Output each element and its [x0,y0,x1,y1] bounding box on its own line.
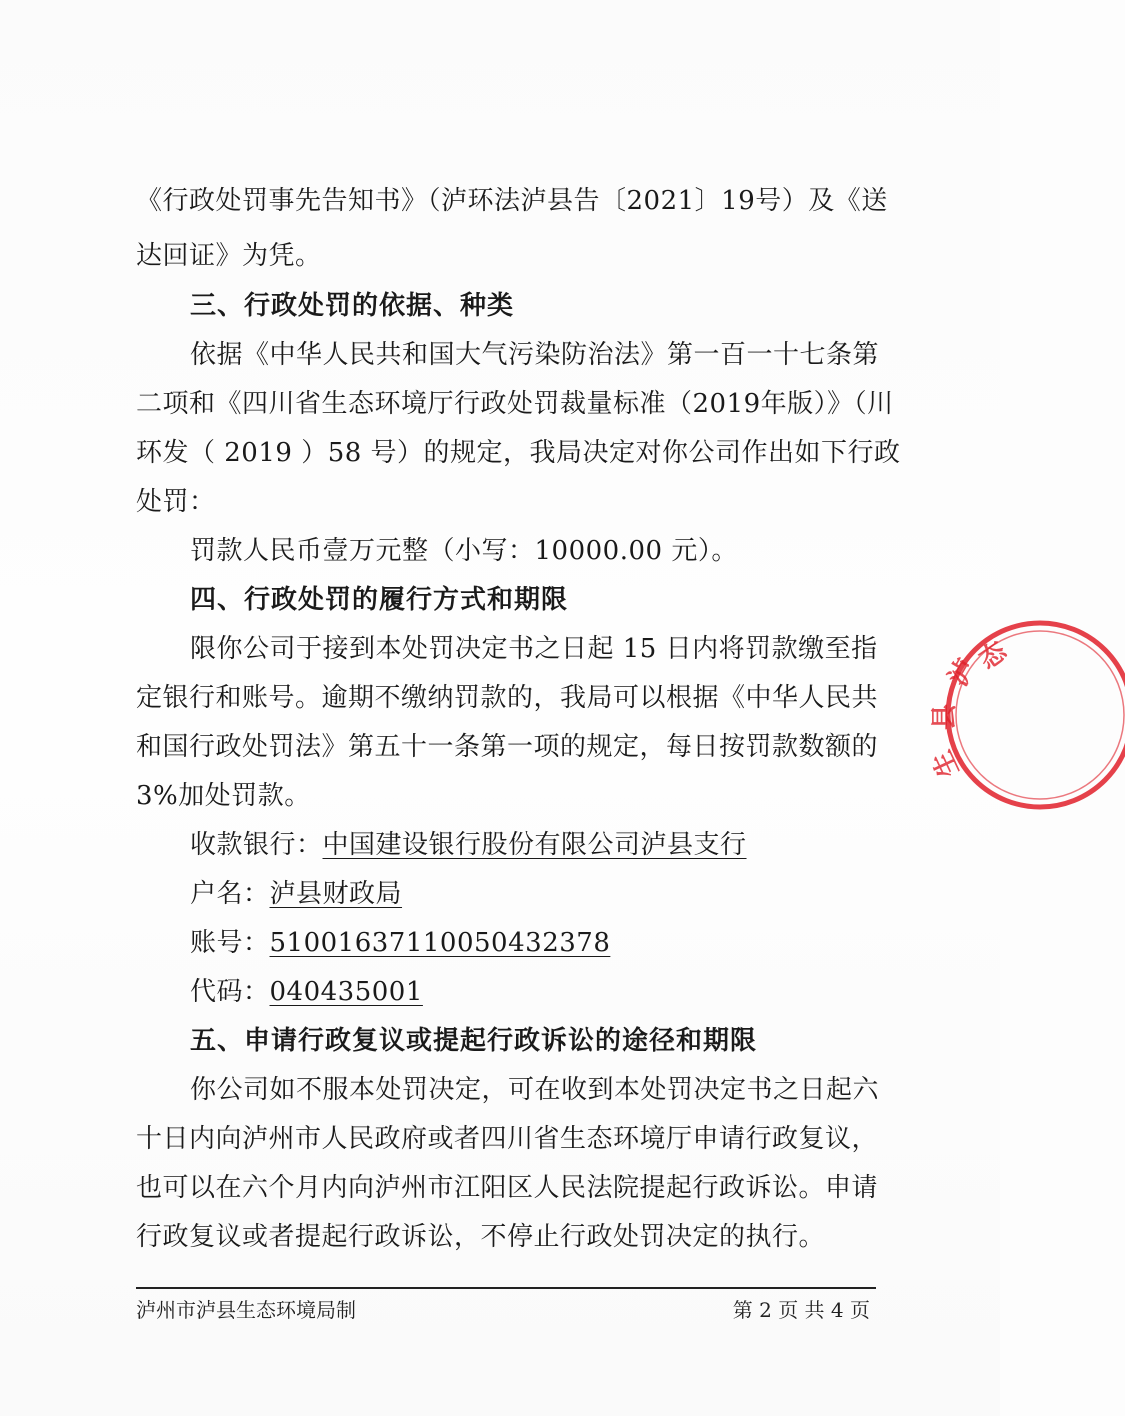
svg-text:县: 县 [930,703,960,730]
account-name-value: 泸县财政局 [269,879,403,909]
account-number-row [190,928,876,958]
paragraph-line: 和国行政处罚法》第五十一条第一项的规定，每日按罚款数额的 [136,732,879,762]
code-row [190,977,876,1007]
code-label: 代码： [190,977,270,1007]
paragraph-line: 行政复议或者提起行政诉讼，不停止行政处罚决定的执行。 [136,1222,826,1252]
footer-page-number: 第 2 页 共 4 页 [732,1298,870,1322]
footer-divider [136,1287,876,1289]
fine-amount: 罚款人民币壹万元整（小写：10000.00 元）。 [190,536,738,566]
svg-text:生: 生 [927,745,966,782]
paragraph-line: 限你公司于接到本处罚决定书之日起 15 日内将罚款缴至指 [190,634,878,664]
paragraph-line: 环发（ 2019 ）58 号）的规定，我局决定对你公司作出如下行政 [136,438,901,468]
paragraph-line: 达回证》为凭。 [136,241,322,271]
seal-inner-ring [956,631,1124,799]
section-heading-4: 四、行政处罚的履行方式和期限 [190,585,569,615]
footer-issuer: 泸州市泸县生态环境局制 [136,1298,356,1322]
paragraph-line: 你公司如不服本处罚决定，可在收到本处罚决定书之日起六 [190,1075,880,1105]
svg-text:态: 态 [973,636,1013,676]
code-value: 040435001 [269,977,423,1007]
account-name-label: 户名： [190,879,270,909]
paragraph-line: 二项和《四川省生态环境厅行政处罚裁量标准（2019年版）》（川 [136,389,894,419]
seal-outer-ring [948,623,1125,807]
paragraph-line: 3%加处罚款。 [136,781,311,811]
paragraph-line: 《行政处罚事先告知书》（泸环法泸县告〔2021〕19号）及《送 [136,186,888,216]
svg-text:泸: 泸 [943,653,983,692]
bank-label: 收款银行： [190,830,323,860]
section-heading-3: 三、行政处罚的依据、种类 [190,291,515,321]
seal-glyphs [927,636,1013,782]
bank-row [190,830,876,860]
paragraph-line: 依据《中华人民共和国大气污染防治法》第一百一十七条第 [190,340,880,370]
official-seal-stamp [927,610,1125,820]
paragraph-line: 定银行和账号。逾期不缴纳罚款的，我局可以根据《中华人民共 [136,683,879,713]
account-name-row [190,879,876,909]
section-heading-5: 五、申请行政复议或提起行政诉讼的途径和期限 [190,1026,758,1056]
bank-value: 中国建设银行股份有限公司泸县支行 [322,830,747,860]
paragraph-line: 也可以在六个月内向泸州市江阳区人民法院提起行政诉讼。申请 [136,1173,879,1203]
account-number-value: 51001637110050432378 [269,928,611,958]
account-number-label: 账号： [190,928,270,958]
paragraph-line: 处罚： [136,487,216,517]
paragraph-line: 十日内向泸州市人民政府或者四川省生态环境厅申请行政复议， [136,1124,879,1154]
